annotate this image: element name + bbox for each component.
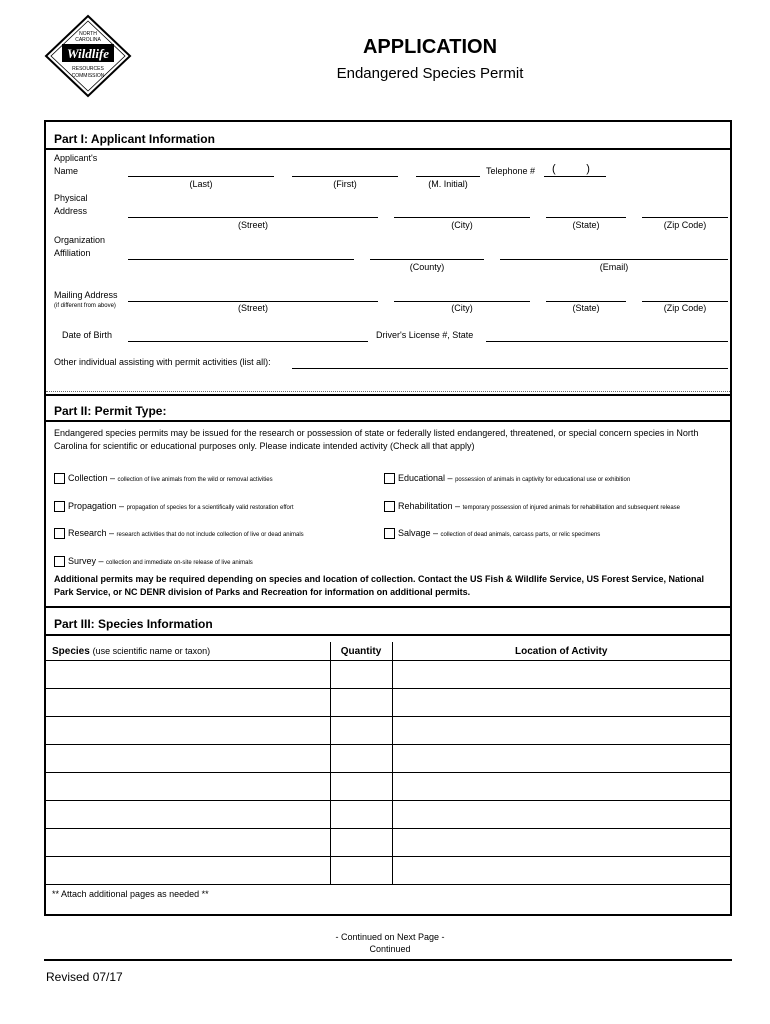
last-name-field[interactable] — [128, 176, 274, 177]
part2-intro: Endangered species permits may be issued for the research or possession of state or federally listed endangered, threatened, or special concern species in North Carolina for scientific or educational purposes only. Please indicate intended activity (Check all that apply) — [54, 428, 699, 451]
last-caption: (Last) — [189, 179, 213, 189]
svg-text:Wildlife: Wildlife — [66, 46, 110, 61]
part3-rule — [46, 634, 730, 636]
physical-zip-field[interactable] — [642, 217, 728, 218]
species-cell[interactable] — [46, 717, 330, 745]
table-row — [46, 661, 730, 689]
quantity-cell[interactable] — [330, 801, 392, 829]
organization-label: Organization Affiliation — [54, 235, 106, 258]
telephone-field[interactable] — [544, 176, 606, 177]
mailing-street-field[interactable] — [128, 301, 378, 302]
species-header: Species (use scientific name or taxon) — [46, 642, 330, 661]
part2-rule — [46, 420, 730, 422]
location-cell[interactable] — [392, 717, 730, 745]
mailing-state-caption: (State) — [572, 303, 600, 313]
location-cell[interactable] — [392, 689, 730, 717]
mailing-address-note: (if different from above) — [54, 303, 116, 309]
table-row — [46, 857, 730, 885]
license-label: Driver's License #, State — [376, 330, 474, 340]
mi-caption: (M. Initial) — [428, 179, 468, 189]
dob-label: Date of Birth — [62, 330, 113, 340]
quantity-cell[interactable] — [330, 717, 392, 745]
form-frame — [44, 120, 732, 916]
mailing-zip-field[interactable] — [642, 301, 728, 302]
table-row — [46, 689, 730, 717]
location-cell[interactable] — [392, 829, 730, 857]
part2-rule-top — [46, 394, 730, 396]
location-header: Location of Activity — [392, 642, 730, 661]
species-table — [46, 642, 730, 916]
quantity-cell[interactable] — [330, 829, 392, 857]
street-caption: (Street) — [237, 220, 268, 230]
part2-title: Part II: Permit Type: — [54, 404, 167, 418]
part3-rule-top — [46, 606, 730, 608]
survey-option: Survey – collection and immediate on-site release of live animals — [68, 556, 253, 566]
physical-state-field[interactable] — [546, 217, 626, 218]
propagation-option: Propagation – propagation of species for a scientifically valid restoration effort — [68, 501, 294, 511]
physical-city-field[interactable] — [394, 217, 530, 218]
quantity-cell[interactable] — [330, 745, 392, 773]
research-checkbox[interactable] — [54, 528, 65, 539]
mailing-city-field[interactable] — [394, 301, 530, 302]
nc-wildlife-logo — [44, 14, 132, 98]
zip-caption: (Zip Code) — [663, 220, 707, 230]
collection-checkbox[interactable] — [54, 473, 65, 484]
attach-note-row — [46, 885, 730, 917]
location-cell[interactable] — [392, 773, 730, 801]
footer-rule — [44, 959, 732, 961]
continued-line-1: - Continued on Next Page - — [335, 932, 445, 942]
additional-permits-note: Additional permits may be required depending on species and location of collection. Contact the US Fish & Wildlife Service, US Forest Service, National Park Service, or NC DENR division of Parks and Recreation for information on additional permits. — [54, 574, 705, 597]
table-row — [46, 801, 730, 829]
applicant-name-label: Applicant's Name — [54, 153, 98, 176]
state-caption: (State) — [572, 220, 600, 230]
location-cell[interactable] — [392, 661, 730, 689]
location-cell[interactable] — [392, 745, 730, 773]
quantity-cell[interactable] — [330, 857, 392, 885]
email-field[interactable] — [500, 259, 728, 260]
collection-option: Collection – collection of live animals from the wild or removal activities — [68, 473, 273, 483]
quantity-cell[interactable] — [330, 689, 392, 717]
continued-note — [300, 931, 480, 955]
quantity-cell[interactable] — [330, 773, 392, 801]
research-option: Research – research activities that do not include collection of live or dead animals — [68, 528, 304, 538]
part1-dotted-rule — [46, 391, 730, 392]
species-cell[interactable] — [46, 745, 330, 773]
mailing-state-field[interactable] — [546, 301, 626, 302]
quantity-header: Quantity — [330, 642, 392, 661]
educational-option: Educational – possession of animals in captivity for educational use or exhibition — [398, 473, 631, 483]
species-table-header — [46, 642, 730, 661]
rehabilitation-checkbox[interactable] — [384, 501, 395, 512]
svg-text:COMMISSION: COMMISSION — [71, 73, 105, 79]
telephone-area-code: ( ) — [552, 163, 590, 175]
telephone-label: Telephone # — [486, 166, 536, 176]
salvage-option: Salvage – collection of dead animals, carcass parts, or relic specimens — [398, 528, 601, 538]
license-field[interactable] — [486, 341, 728, 342]
svg-text:NORTH: NORTH — [79, 31, 97, 37]
mailing-city-caption: (City) — [451, 303, 473, 313]
part3-title: Part III: Species Information — [54, 617, 213, 631]
dob-field[interactable] — [128, 341, 368, 342]
salvage-checkbox[interactable] — [384, 528, 395, 539]
species-cell[interactable] — [46, 661, 330, 689]
mailing-street-caption: (Street) — [237, 303, 268, 313]
first-name-field[interactable] — [292, 176, 398, 177]
species-cell[interactable] — [46, 857, 330, 885]
species-cell[interactable] — [46, 801, 330, 829]
table-row — [46, 745, 730, 773]
species-cell[interactable] — [46, 773, 330, 801]
form-subtitle: Endangered Species Permit — [336, 65, 524, 82]
svg-text:CAROLINA: CAROLINA — [75, 37, 101, 43]
mailing-address-label: Mailing Address — [54, 290, 118, 300]
other-individual-label: Other individual assisting with permit activities (list all): — [54, 357, 271, 367]
physical-address-label: Physical Address — [54, 193, 88, 216]
part1-title: Part I: Applicant Information — [54, 132, 215, 146]
organization-field[interactable] — [128, 259, 354, 260]
table-row — [46, 717, 730, 745]
city-caption: (City) — [451, 220, 473, 230]
mailing-zip-caption: (Zip Code) — [663, 303, 707, 313]
species-cell[interactable] — [46, 689, 330, 717]
propagation-checkbox[interactable] — [54, 501, 65, 512]
educational-checkbox[interactable] — [384, 473, 395, 484]
other-individual-field[interactable] — [292, 368, 728, 369]
continued-line-2: Continued — [369, 944, 411, 954]
svg-text:RESOURCES: RESOURCES — [72, 66, 104, 72]
rehabilitation-option: Rehabilitation – temporary possession of injured animals for rehabilitation and subsequent release — [398, 501, 681, 511]
county-caption: (County) — [409, 262, 445, 272]
table-row — [46, 829, 730, 857]
part1-rule — [46, 148, 730, 150]
first-caption: (First) — [333, 179, 357, 189]
quantity-cell[interactable] — [330, 661, 392, 689]
revision-date: Revised 07/17 — [46, 970, 123, 984]
survey-checkbox[interactable] — [54, 556, 65, 567]
location-cell[interactable] — [392, 801, 730, 829]
location-cell[interactable] — [392, 857, 730, 885]
table-row — [46, 773, 730, 801]
form-title: APPLICATION — [362, 36, 498, 58]
species-cell[interactable] — [46, 829, 330, 857]
email-caption: (Email) — [599, 262, 629, 272]
middle-initial-field[interactable] — [416, 176, 480, 177]
attach-note: ** Attach additional pages as needed ** — [46, 885, 730, 917]
physical-street-field[interactable] — [128, 217, 378, 218]
county-field[interactable] — [370, 259, 484, 260]
